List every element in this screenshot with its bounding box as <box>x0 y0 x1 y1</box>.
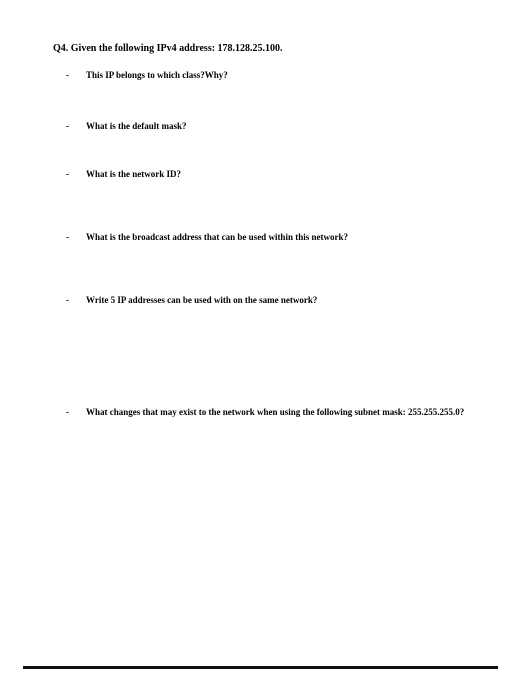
bullet-dash: - <box>66 295 69 305</box>
question-item-subnet-mask <box>66 406 486 418</box>
question-heading: Q4. Given the following IPv4 address: 178.128.25.100. <box>53 43 283 54</box>
bullet-dash: - <box>66 169 69 179</box>
question-item-network-id <box>66 168 181 180</box>
question-item-five-addresses <box>66 294 317 306</box>
question-item-text: What is the network ID? <box>86 169 182 179</box>
question-item-default-mask <box>66 120 187 132</box>
question-item-text: This IP belongs to which class?Why? <box>86 70 228 80</box>
bullet-dash: - <box>66 407 69 417</box>
question-item-broadcast <box>66 231 348 243</box>
bullet-dash: - <box>66 121 69 131</box>
question-item-text: What is the default mask? <box>86 121 187 131</box>
question-item-ip-class <box>66 69 228 81</box>
question-item-text: What is the broadcast address that can be used within this network? <box>86 232 348 242</box>
bullet-dash: - <box>66 232 69 242</box>
question-item-text: Write 5 IP addresses can be used with on the same network? <box>86 295 318 305</box>
page-bottom-rule <box>23 666 498 669</box>
bullet-dash: - <box>66 70 69 80</box>
question-item-text: What changes that may exist to the network when using the following subnet mask: 255.255.255.0? <box>86 407 465 417</box>
